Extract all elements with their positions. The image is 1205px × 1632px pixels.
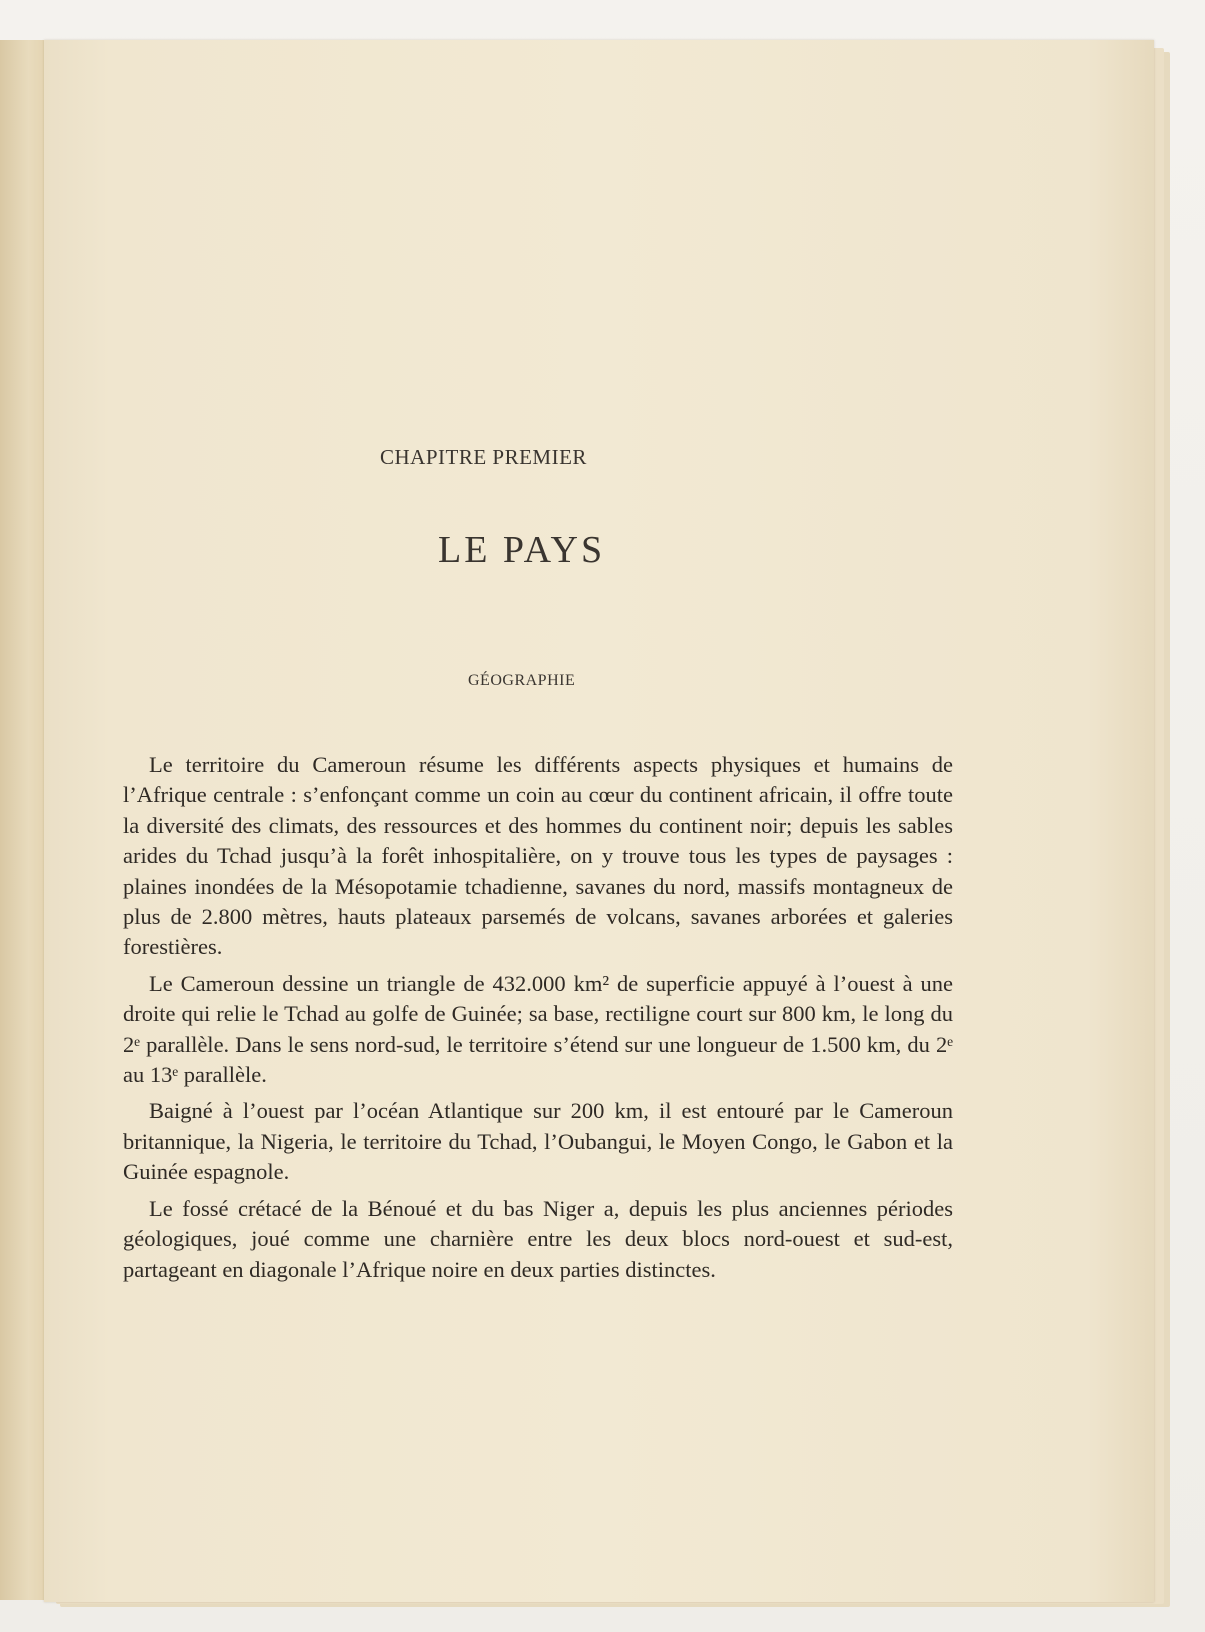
chapter-label: CHAPITRE PREMIER (380, 445, 587, 469)
paragraph-1: Le territoire du Cameroun résume les différents aspects physiques et humains de l’Afrique centrale : s’enfonçant comme un coin au cœur du continent africain, il offre toute la diversité des climats, des ressources et des hommes du continent noir; depuis les sables arides du Tchad jusqu’à la forêt inhospitalière, on y trouve tous les types de paysages : plaines inondées de la Mésopotamie tchadienne, savanes du nord, massifs montagneux de plus de 2.800 mètres, hauts plateaux parsemés de volcans, savanes arborées et galeries forestières. (123, 752, 953, 960)
paragraph-4: Le fossé crétacé de la Bénoué et du bas Niger a, depuis les plus anciennes périodes géologiques, joué comme une charnière entre les deux blocs nord-ouest et sud-est, partageant en diagonale l’Afrique noire en deux parties distinctes. (123, 1195, 953, 1282)
body-text (123, 750, 953, 1285)
left-page-edge (0, 40, 49, 1600)
paragraph-3: Baigné à l’ouest par l’océan Atlantique sur 200 km, il est entouré par le Cameroun britannique, la Nigeria, le territoire du Tchad, l’Oubangui, le Moyen Congo, le Gabon et la Guinée espagnole. (123, 1098, 953, 1185)
chapter-title: LE PAYS (438, 529, 606, 571)
paragraph-2: Le Cameroun dessine un triangle de 432.000 km² de superficie appuyé à l’ouest à une droite qui relie le Tchad au golfe de Guinée; sa base, rectiligne court sur 800 km, le long du 2ᵉ parallèle. Dans le sens nord-sud, le territoire s’étend sur une longueur de 1.500 km, du 2ᵉ au 13ᵉ parallèle. (123, 970, 953, 1088)
section-heading: GÉOGRAPHIE (468, 672, 576, 689)
